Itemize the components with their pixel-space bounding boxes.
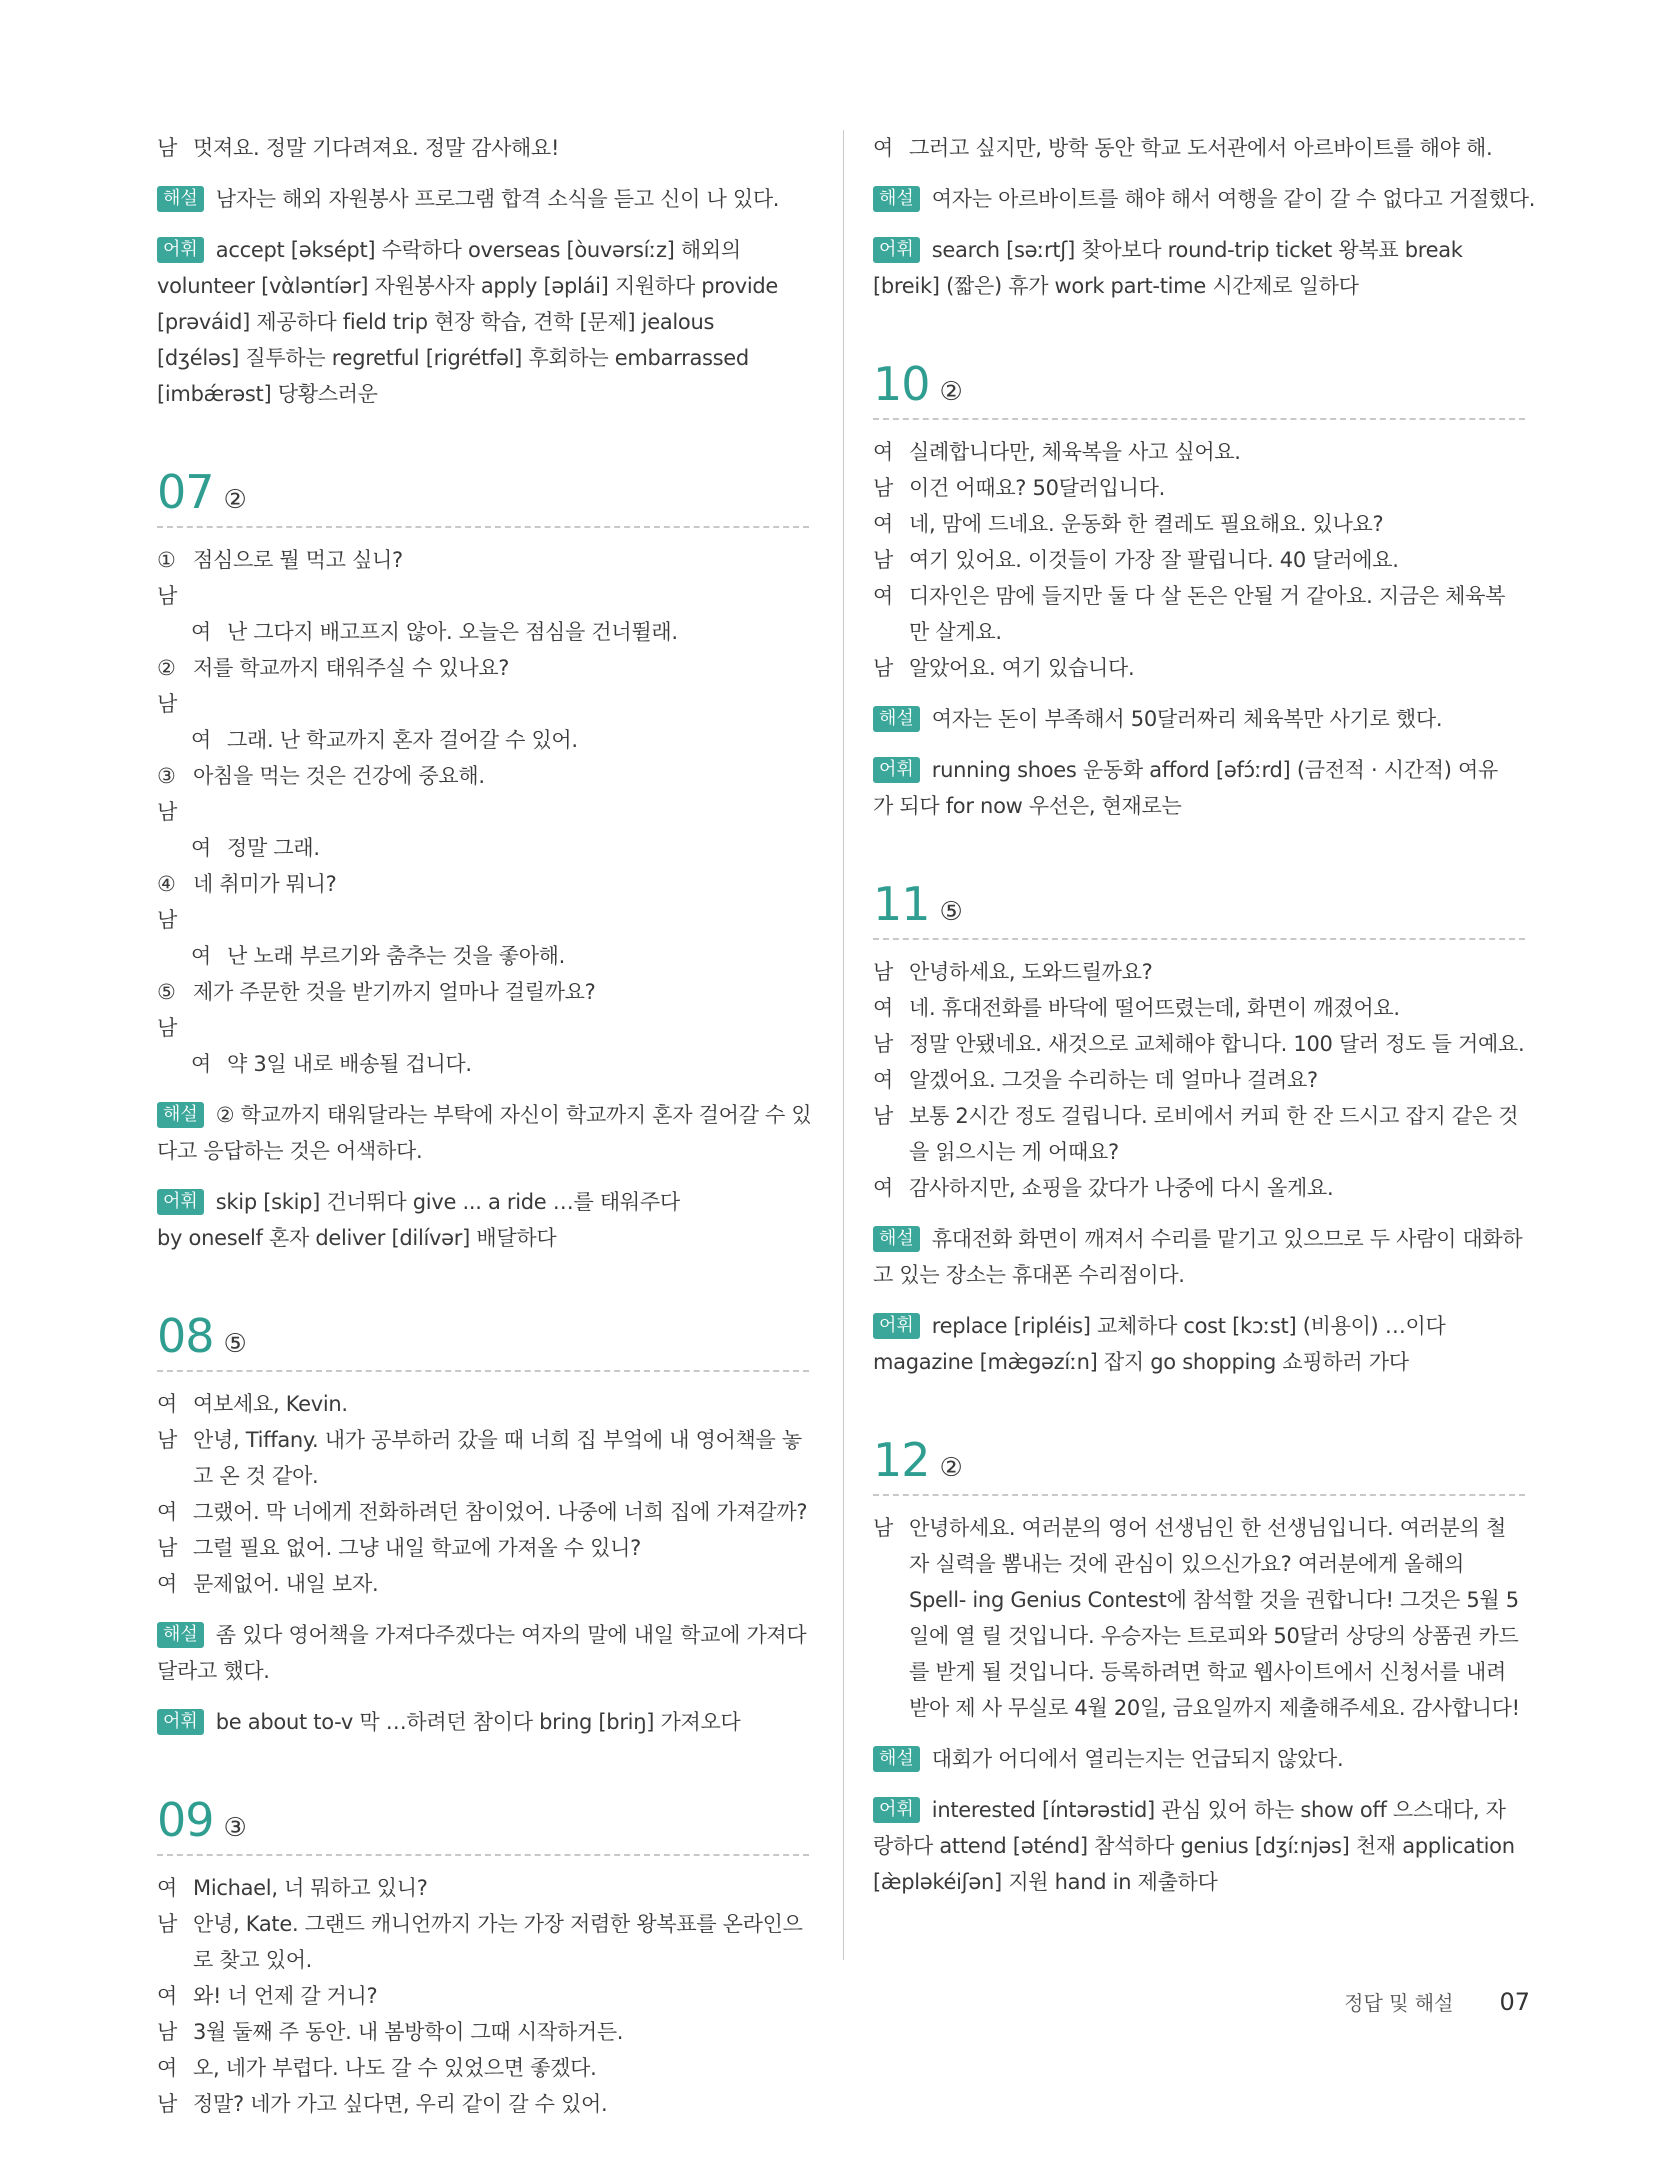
- dialogue-line: [157, 2014, 809, 2050]
- question-header: [157, 1310, 809, 1362]
- speaker-label: 여: [873, 1176, 893, 1200]
- answer-mark: ②: [223, 485, 247, 515]
- vocabulary-line: [873, 1344, 1525, 1380]
- speaker-label: 남: [157, 136, 177, 160]
- spacer: [873, 1293, 1525, 1308]
- dialogue-line: [157, 1906, 809, 1978]
- vocabulary-text: [dʒéləs] 질투하는 regretful [rigrétfəl] 후회하는 embarrassed: [157, 346, 749, 370]
- vocabulary-line: [157, 268, 809, 304]
- answer-mark: ③: [223, 1813, 247, 1843]
- dialogue-text: 네 취미가 뭐니?: [193, 872, 337, 896]
- dashed-rule: [157, 1370, 809, 1372]
- vocabulary-line: [157, 340, 809, 376]
- vocabulary-text: volunteer [vὰləntíər] 자원봉사자 apply [əplái] 지원하다 provide: [157, 274, 779, 298]
- vocab-badge: 어휘: [157, 1709, 204, 1735]
- dialogue-line: [157, 130, 809, 166]
- dialogue-text: 디자인은 맘에 들지만 둘 다 살 돈은 안될 거 같아요. 지금은 체육복만 살게요.: [909, 584, 1506, 644]
- speaker-label: 남: [873, 656, 893, 680]
- dialogue-line: [873, 542, 1525, 578]
- explain-badge: 해설: [873, 186, 920, 212]
- vocabulary-line: [873, 1864, 1525, 1900]
- spacer: [873, 1726, 1525, 1741]
- column-divider: [843, 130, 844, 1960]
- explanation-text: 여자는 아르바이트를 해야 해서 여행을 같이 갈 수 없다고 거절했다.: [931, 187, 1536, 211]
- speaker-label: 여: [157, 1392, 177, 1416]
- dialogue-text: 네, 맘에 드네요. 운동화 한 켤레도 필요해요. 있나요?: [909, 512, 1384, 536]
- vocabulary-line: [157, 1704, 809, 1740]
- dialogue-text: 알았어요. 여기 있습니다.: [909, 656, 1135, 680]
- dialogue-line: [157, 830, 809, 866]
- question-number: 11: [873, 877, 930, 931]
- dialogue-text: 그랬어. 막 너에게 전화하려던 참이었어. 나중에 너희 집에 가져갈까?: [193, 1500, 808, 1524]
- vocabulary-text: 가 되다 for now 우선은, 현재로는: [873, 794, 1182, 818]
- spacer: [157, 166, 809, 181]
- vocabulary-line: [873, 1308, 1525, 1344]
- explanation-text: 남자는 해외 자원봉사 프로그램 합격 소식을 듣고 신이 나 있다.: [215, 187, 780, 211]
- dialogue-text: 여기 있어요. 이것들이 가장 잘 팔립니다. 40 달러에요.: [909, 548, 1399, 572]
- dialogue-text: 정말? 네가 가고 싶다면, 우리 같이 갈 수 있어.: [193, 2092, 608, 2116]
- explanation-text: 좀 있다 영어책을 가져다주겠다는 여자의 말에 내일 학교에 가져다: [215, 1623, 807, 1647]
- speaker-label: 여: [157, 1876, 177, 1900]
- answer-mark: ②: [939, 377, 963, 407]
- dialogue-text: 정말 그래.: [227, 836, 320, 860]
- dialogue-line: [157, 974, 809, 1046]
- speaker-label: ④ 남: [157, 872, 177, 932]
- dialogue-line: [157, 866, 809, 938]
- question-header: [873, 358, 1525, 410]
- answer-mark: ⑤: [939, 897, 963, 927]
- explanation-text: 대회가 어디에서 열리는지는 언급되지 않았다.: [931, 1747, 1344, 1771]
- explain-badge: 해설: [157, 186, 204, 212]
- footer-title: 정답 및 해설: [1344, 1991, 1454, 2015]
- question-number: 10: [873, 357, 930, 411]
- explanation-text: 달라고 했다.: [157, 1659, 270, 1683]
- dialogue-text: 안녕, Kate. 그랜드 캐니언까지 가는 가장 저렴한 왕복표를 온라인으 로 찾고 있어.: [193, 1912, 803, 1972]
- speaker-label: 여: [873, 136, 893, 160]
- speaker-label: 여: [191, 620, 211, 644]
- speaker-label: ② 남: [157, 656, 177, 716]
- dialogue-line: [873, 578, 1525, 650]
- page-number: 07: [1499, 1988, 1530, 2016]
- question-number: 07: [157, 465, 214, 519]
- speaker-label: 여: [191, 944, 211, 968]
- vocabulary-text: magazine [mæ̀gəzíːn] 잡지 go shopping 쇼핑하러 가다: [873, 1350, 1409, 1374]
- dialogue-line: [873, 650, 1525, 686]
- vocab-badge: 어휘: [873, 1313, 920, 1339]
- vocabulary-line: [157, 376, 809, 412]
- dialogue-text: 안녕하세요, 도와드릴까요?: [909, 960, 1153, 984]
- dialogue-text: 점심으로 뭘 먹고 싶니?: [193, 548, 403, 572]
- dialogue-line: [157, 1046, 809, 1082]
- speaker-label: 남: [157, 1536, 177, 1560]
- dialogue-text: 보통 2시간 정도 걸립니다. 로비에서 커피 한 잔 드시고 잡지 같은 것 을 읽으시는 게 어때요?: [909, 1104, 1519, 1164]
- question-number: 08: [157, 1309, 214, 1363]
- vocabulary-text: skip [skip] 건너뛰다 give ... a ride …를 태워주다: [215, 1190, 680, 1214]
- explanation-line: [873, 1221, 1525, 1257]
- dialogue-text: 멋져요. 정말 기다려져요. 정말 감사해요!: [193, 136, 560, 160]
- dialogue-line: [157, 722, 809, 758]
- dialogue-text: 그럴 필요 없어. 그냥 내일 학교에 가져올 수 있니?: [193, 1536, 641, 1560]
- speaker-label: 남: [873, 548, 893, 572]
- explanation-text: 다고 응답하는 것은 어색하다.: [157, 1139, 423, 1163]
- vocab-badge: 어휘: [873, 1797, 920, 1823]
- vocabulary-text: 랑하다 attend [əténd] 참석하다 genius [dʒíːnjəs] 천재 application: [873, 1834, 1515, 1858]
- dialogue-line: [157, 938, 809, 974]
- vocabulary-line: [873, 268, 1525, 304]
- dialogue-line: [157, 650, 809, 722]
- speaker-label: ③ 남: [157, 764, 177, 824]
- spacer: [873, 686, 1525, 701]
- dialogue-text: 이건 어때요? 50달러입니다.: [909, 476, 1165, 500]
- spacer: [157, 1602, 809, 1617]
- dashed-rule: [873, 418, 1525, 420]
- dialogue-line: [157, 1386, 809, 1422]
- dialogue-line: [873, 434, 1525, 470]
- dialogue-line: [873, 1510, 1525, 1726]
- dialogue-line: [157, 1494, 809, 1530]
- speaker-label: 여: [157, 1572, 177, 1596]
- dialogue-text: 알겠어요. 그것을 수리하는 데 얼마나 걸려요?: [909, 1068, 1318, 1092]
- speaker-label: 여: [191, 728, 211, 752]
- vocabulary-text: [breik] (짧은) 휴가 work part-time 시간제로 일하다: [873, 274, 1359, 298]
- speaker-label: 남: [873, 1104, 893, 1128]
- dialogue-text: 약 3일 내로 배송될 겁니다.: [227, 1052, 472, 1076]
- speaker-label: 남: [157, 2092, 177, 2116]
- dashed-rule: [157, 1854, 809, 1856]
- explanation-text: 고 있는 장소는 휴대폰 수리점이다.: [873, 1263, 1185, 1287]
- explanation-line: [157, 1133, 809, 1169]
- dialogue-text: 그래. 난 학교까지 혼자 걸어갈 수 있어.: [227, 728, 578, 752]
- answer-mark: ②: [939, 1453, 963, 1483]
- vocabulary-text: search [səːrtʃ] 찾아보다 round-trip ticket 왕복표 break: [931, 238, 1463, 262]
- vocabulary-line: [157, 232, 809, 268]
- speaker-label: 여: [157, 1984, 177, 2008]
- question-number: 12: [873, 1433, 930, 1487]
- spacer: [157, 1082, 809, 1097]
- vocabulary-text: [æ̀pləkéiʃən] 지원 hand in 제출하다: [873, 1870, 1218, 1894]
- dialogue-line: [157, 1870, 809, 1906]
- speaker-label: 여: [873, 996, 893, 1020]
- dialogue-line: [157, 614, 809, 650]
- dialogue-text: 그러고 싶지만, 방학 동안 학교 도서관에서 아르바이트를 해야 해.: [909, 136, 1493, 160]
- explain-badge: 해설: [157, 1622, 204, 1648]
- vocabulary-text: interested [íntərəstid] 관심 있어 하는 show off 으스대다, 자: [931, 1798, 1506, 1822]
- dialogue-text: 아침을 먹는 것은 건강에 중요해.: [193, 764, 485, 788]
- dialogue-text: 제가 주문한 것을 받기까지 얼마나 걸릴까요?: [193, 980, 596, 1004]
- dialogue-line: [157, 1978, 809, 2014]
- dialogue-line: [157, 2086, 809, 2122]
- speaker-label: 남: [873, 1516, 893, 1540]
- explanation-line: [157, 1097, 812, 1133]
- question-number: 09: [157, 1793, 214, 1847]
- speaker-label: ① 남: [157, 548, 177, 608]
- vocabulary-text: running shoes 운동화 afford [əfɔ́ːrd] (금전적 · 시간적) 여유: [931, 758, 1498, 782]
- dialogue-text: 3월 둘째 주 동안. 내 봄방학이 그때 시작하거든.: [193, 2020, 624, 2044]
- dialogue-text: 난 노래 부르기와 춤추는 것을 좋아해.: [227, 944, 566, 968]
- speaker-label: 남: [873, 476, 893, 500]
- vocabulary-text: [imbǽrəst] 당황스러운: [157, 382, 378, 406]
- speaker-label: 남: [873, 1032, 893, 1056]
- speaker-label: 남: [157, 1428, 177, 1452]
- dialogue-line: [157, 1530, 809, 1566]
- vocabulary-text: [prəváid] 제공하다 field trip 현장 학습, 견학 [문제] jealous: [157, 310, 715, 334]
- speaker-label: 남: [157, 2020, 177, 2044]
- vocab-badge: 어휘: [873, 757, 920, 783]
- spacer: [873, 737, 1525, 752]
- speaker-label: 여: [873, 1068, 893, 1092]
- question-header: [873, 878, 1525, 930]
- dialogue-line: [873, 506, 1525, 542]
- dialogue-line: [157, 542, 809, 614]
- dialogue-line: [873, 1098, 1525, 1170]
- spacer: [873, 166, 1525, 181]
- question-header: [873, 1434, 1525, 1486]
- left-column: [157, 130, 812, 2122]
- vocabulary-line: [873, 1792, 1525, 1828]
- dialogue-line: [873, 1170, 1525, 1206]
- speaker-label: 여: [157, 1500, 177, 1524]
- explain-badge: 해설: [157, 1102, 204, 1128]
- spacer: [157, 217, 809, 232]
- explain-badge: 해설: [873, 706, 920, 732]
- spacer: [873, 1777, 1525, 1792]
- speaker-label: 여: [191, 836, 211, 860]
- explanation-line: [157, 181, 809, 217]
- dialogue-text: 네. 휴대전화를 바닥에 떨어뜨렸는데, 화면이 깨졌어요.: [909, 996, 1400, 1020]
- speaker-label: 여: [873, 512, 893, 536]
- right-column: [873, 130, 1536, 1900]
- dialogue-text: 안녕하세요. 여러분의 영어 선생님인 한 선생님입니다. 여러분의 철자 실력을 뽐내는 것에 관심이 있으신가요? 여러분에게 올해의 Spell- ing Genius Contest에 참석할 것을 권합니다! 그것은 5월 5일에 열 릴 것입니다. 우승자는 트로피와 50달러 상당의 상품권 카드를 받게 될 것입니다. 등록하려면 학교 웹사이트에서 신청서를 내려받아 제 사 무실로 4월 20일, 금요일까지 제출해주세요. 감사합니다!: [909, 1516, 1520, 1720]
- spacer: [157, 1169, 809, 1184]
- vocabulary-line: [157, 1220, 809, 1256]
- question-header: [157, 466, 809, 518]
- vocabulary-text: be about to-v 막 …하려던 참이다 bring [briŋ] 가져오다: [215, 1710, 741, 1734]
- dialogue-text: 정말 안됐네요. 새것으로 교체해야 합니다. 100 달러 정도 들 거예요.: [909, 1032, 1525, 1056]
- dashed-rule: [873, 938, 1525, 940]
- dialogue-text: 감사하지만, 쇼핑을 갔다가 나중에 다시 올게요.: [909, 1176, 1334, 1200]
- dialogue-text: Michael, 너 뭐하고 있니?: [193, 1876, 428, 1900]
- dialogue-text: 난 그다지 배고프지 않아. 오늘은 점심을 건너뛸래.: [227, 620, 678, 644]
- dialogue-line: [157, 758, 809, 830]
- speaker-label: 여: [873, 440, 893, 464]
- vocabulary-line: [873, 752, 1525, 788]
- explain-badge: 해설: [873, 1226, 920, 1252]
- speaker-label: 여: [157, 2056, 177, 2080]
- dialogue-line: [873, 130, 1525, 166]
- speaker-label: 여: [191, 1052, 211, 1076]
- dialogue-line: [873, 954, 1525, 990]
- dialogue-line: [157, 1566, 809, 1602]
- speaker-label: 남: [873, 960, 893, 984]
- vocabulary-line: [157, 1184, 809, 1220]
- answer-mark: ⑤: [223, 1329, 247, 1359]
- explanation-line: [157, 1617, 809, 1653]
- vocabulary-line: [873, 1828, 1525, 1864]
- explanation-text: 휴대전화 화면이 깨져서 수리를 맡기고 있으므로 두 사람이 대화하: [931, 1227, 1523, 1251]
- page-footer: [1344, 1987, 1530, 2016]
- dialogue-line: [873, 990, 1525, 1026]
- dialogue-text: 저를 학교까지 태워주실 수 있나요?: [193, 656, 510, 680]
- spacer: [873, 1206, 1525, 1221]
- dialogue-line: [157, 2050, 809, 2086]
- vocab-badge: 어휘: [157, 237, 204, 263]
- explanation-line: [157, 1653, 809, 1689]
- dashed-rule: [873, 1494, 1525, 1496]
- vocab-badge: 어휘: [873, 237, 920, 263]
- dialogue-line: [873, 1026, 1525, 1062]
- dialogue-line: [157, 1422, 809, 1494]
- dialogue-text: 여보세요, Kevin.: [193, 1392, 348, 1416]
- spacer: [157, 1689, 809, 1704]
- vocab-badge: 어휘: [157, 1189, 204, 1215]
- vocabulary-line: [157, 304, 809, 340]
- explanation-line: [873, 181, 1536, 217]
- speaker-label: 남: [157, 1912, 177, 1936]
- dialogue-text: 문제없어. 내일 보자.: [193, 1572, 379, 1596]
- explain-badge: 해설: [873, 1746, 920, 1772]
- vocabulary-text: replace [ripléis] 교체하다 cost [kɔːst] (비용이) …이다: [931, 1314, 1446, 1338]
- explanation-text: 여자는 돈이 부족해서 50달러짜리 체육복만 사기로 했다.: [931, 707, 1443, 731]
- spacer: [873, 217, 1525, 232]
- speaker-label: ⑤ 남: [157, 980, 177, 1040]
- dialogue-text: 실례합니다만, 체육복을 사고 싶어요.: [909, 440, 1241, 464]
- dialogue-text: 와! 너 언제 갈 거니?: [193, 1984, 378, 2008]
- dialogue-text: 안녕, Tiffany. 내가 공부하러 갔을 때 너희 집 부엌에 내 영어책을 놓 고 온 것 같아.: [193, 1428, 802, 1488]
- explanation-line: [873, 1741, 1525, 1777]
- dialogue-text: 오, 네가 부럽다. 나도 갈 수 있었으면 좋겠다.: [193, 2056, 597, 2080]
- vocabulary-line: [873, 788, 1525, 824]
- explanation-text: ② 학교까지 태워달라는 부탁에 자신이 학교까지 혼자 걸어갈 수 있: [215, 1103, 812, 1127]
- vocabulary-line: [873, 232, 1525, 268]
- vocabulary-text: accept [əksépt] 수락하다 overseas [òuvərsíːz] 해외의: [215, 238, 741, 262]
- explanation-line: [873, 701, 1525, 737]
- dialogue-line: [873, 470, 1525, 506]
- vocabulary-text: by oneself 혼자 deliver [dilívər] 배달하다: [157, 1226, 557, 1250]
- dialogue-line: [873, 1062, 1525, 1098]
- explanation-line: [873, 1257, 1525, 1293]
- question-header: [157, 1794, 809, 1846]
- dashed-rule: [157, 526, 809, 528]
- speaker-label: 여: [873, 584, 893, 608]
